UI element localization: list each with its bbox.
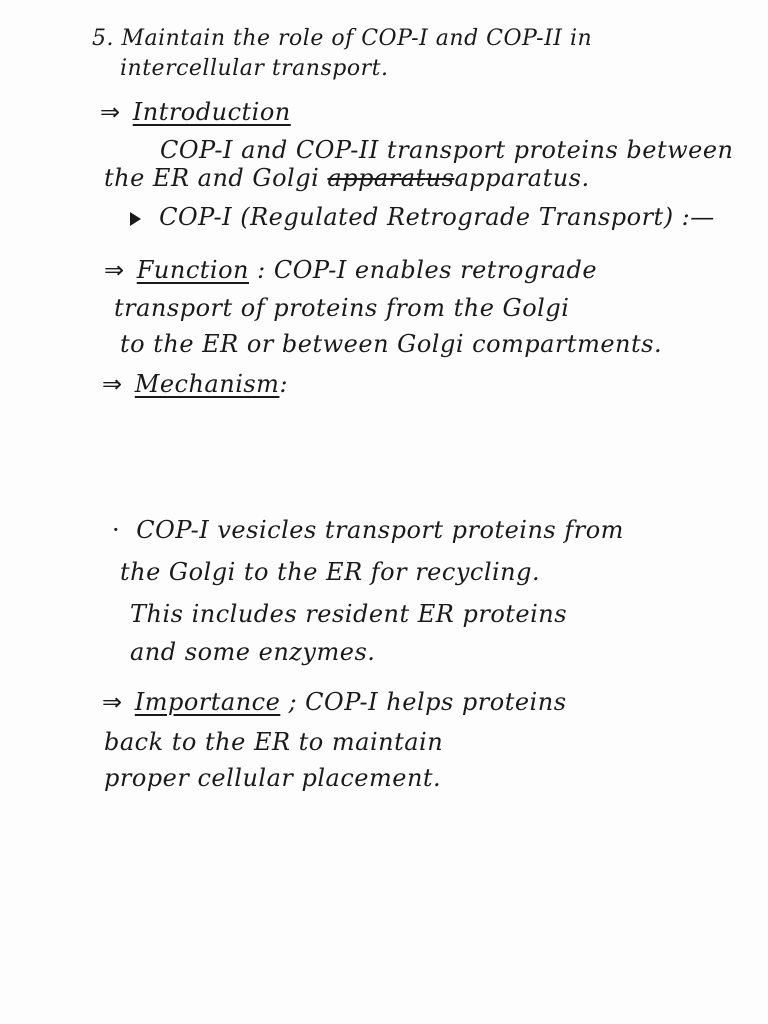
bullet-dot-icon: · [112, 516, 121, 544]
question-line-2 [120, 58, 388, 80]
question-text-2: intercellular transport. [120, 56, 389, 81]
introduction-line-2 [104, 166, 590, 190]
function-line-3 [120, 332, 662, 356]
vesicles-line-2 [120, 560, 540, 584]
function-line-1 [104, 258, 597, 282]
introduction-heading-line [100, 100, 291, 124]
mechanism-colon: : [279, 370, 289, 398]
mechanism-heading: Mechanism [134, 370, 280, 398]
triangle-bullet-icon [130, 212, 141, 226]
introduction-struck-word: apparatus [327, 164, 455, 192]
importance-line-3 [104, 766, 441, 790]
introduction-text-2a: the ER and Golgi [104, 164, 320, 192]
importance-text-2: back to the ER to maintain [104, 728, 444, 756]
introduction-text-2b: apparatus. [454, 164, 590, 192]
importance-line-1 [102, 690, 567, 714]
function-text-3: to the ER or between Golgi compartments. [120, 330, 663, 358]
introduction-heading: Introduction [132, 98, 291, 126]
function-text-1: : COP-I enables retrograde [257, 256, 598, 284]
arrow-icon: ⇒ [102, 370, 123, 398]
vesicles-text-2: the Golgi to the ER for recycling. [120, 558, 541, 586]
importance-heading: Importance [134, 688, 281, 716]
cop1-header: COP-I (Regulated Retrograde Transport) :— [159, 203, 715, 231]
question-number: 5. [92, 26, 114, 51]
introduction-text-1: COP-I and COP-II transport proteins between [160, 136, 734, 164]
arrow-icon: ⇒ [102, 688, 123, 716]
function-line-2 [114, 296, 569, 320]
vesicles-line-4 [130, 640, 375, 664]
importance-text-3: proper cellular placement. [104, 764, 442, 792]
arrow-icon: ⇒ [104, 256, 125, 284]
mechanism-heading-line [102, 372, 288, 396]
question-text-1: Maintain the role of COP-I and COP-II in [121, 26, 593, 51]
vesicles-text-3: This includes resident ER proteins [130, 600, 568, 628]
importance-text-1: ; COP-I helps proteins [288, 688, 567, 716]
vesicles-text-4: and some enzymes. [130, 638, 376, 666]
question-line-1 [92, 28, 592, 50]
vesicles-line-3 [130, 602, 567, 626]
function-text-2: transport of proteins from the Golgi [114, 294, 570, 322]
function-heading: Function [136, 256, 249, 284]
vesicles-text-1: COP-I vesicles transport proteins from [136, 516, 624, 544]
importance-line-2 [104, 730, 443, 754]
vesicles-line-1 [112, 518, 624, 542]
arrow-icon: ⇒ [100, 98, 121, 126]
introduction-line-1 [160, 138, 734, 162]
cop1-header-line [130, 205, 715, 229]
